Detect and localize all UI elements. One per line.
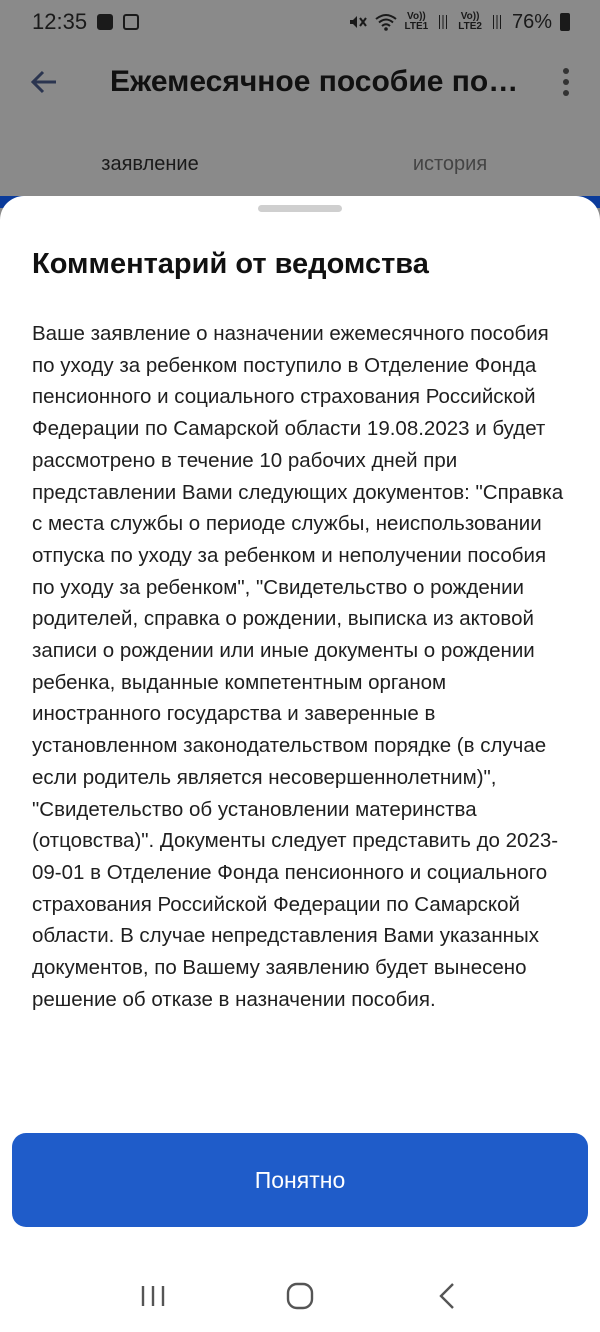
signal2-icon xyxy=(490,15,504,29)
home-icon[interactable] xyxy=(270,1271,330,1321)
signal1-icon xyxy=(436,15,450,29)
battery-percent: 76% xyxy=(511,10,552,33)
wifi-icon xyxy=(375,13,397,31)
bottom-sheet xyxy=(0,196,600,1332)
comment-text: Ваше заявление о назначении ежемесячного пособия по уходу за ребенком поступило в Отделение Фонда пенсионного и социального страхования Российской Федерации по Самарской области 19.08.2023 и будет рассмотрено в течение 10 рабочих дней при представлении Вами следующих документов: "Справка с места службы о периоде службы, неиспользовании отпуска по уходу за ребенком и неполучении пособия по уходу за ребенком", "Свидетельство о рождении родителей, справка о рождении, выписка из актовой записи о рождении или иные документы о рождении ребенка, выданные компетентным органом иностранного государства и заверенные в установленном законодательством порядке (в случае если родитель является несовершеннолетним)", "Свидетельство об установлении материнства (отцовства)". Документы следует представить до 2023-09-01 в Отделение Фонда пенсионного и социального страхования Российской Федерации по Самарской области. В случае непредставления Вами указанных документов, по Вашему заявлению будет вынесено решение об отказе в назначении пособия. xyxy=(32,322,564,1011)
back-nav-icon[interactable] xyxy=(417,1271,477,1321)
back-arrow-icon[interactable] xyxy=(28,66,60,98)
status-right xyxy=(347,11,570,34)
drag-handle[interactable] xyxy=(258,205,342,212)
mute-icon xyxy=(347,12,367,32)
gallery-notification-icon xyxy=(97,14,113,30)
clock: 12:35 xyxy=(32,9,88,34)
lte1-label: Vo)) LTE1 xyxy=(404,11,429,32)
app-bar xyxy=(0,44,600,120)
tab-history[interactable]: история xyxy=(412,153,488,175)
app-notification-icon xyxy=(123,14,139,30)
battery-icon xyxy=(560,13,570,31)
sheet-title: Комментарий от ведомства xyxy=(32,248,429,280)
tab-application[interactable]: заявление xyxy=(101,153,199,175)
ok-button[interactable]: Понятно xyxy=(12,1133,588,1227)
page-title: Ежемесячное пособие по… xyxy=(110,65,519,98)
more-vert-icon[interactable] xyxy=(554,66,578,98)
status-bar xyxy=(0,0,600,44)
status-left xyxy=(32,9,139,35)
recents-icon[interactable] xyxy=(123,1271,183,1321)
system-nav-bar xyxy=(0,1260,600,1332)
tabs xyxy=(0,140,600,188)
lte2-label: Vo)) LTE2 xyxy=(458,11,482,32)
